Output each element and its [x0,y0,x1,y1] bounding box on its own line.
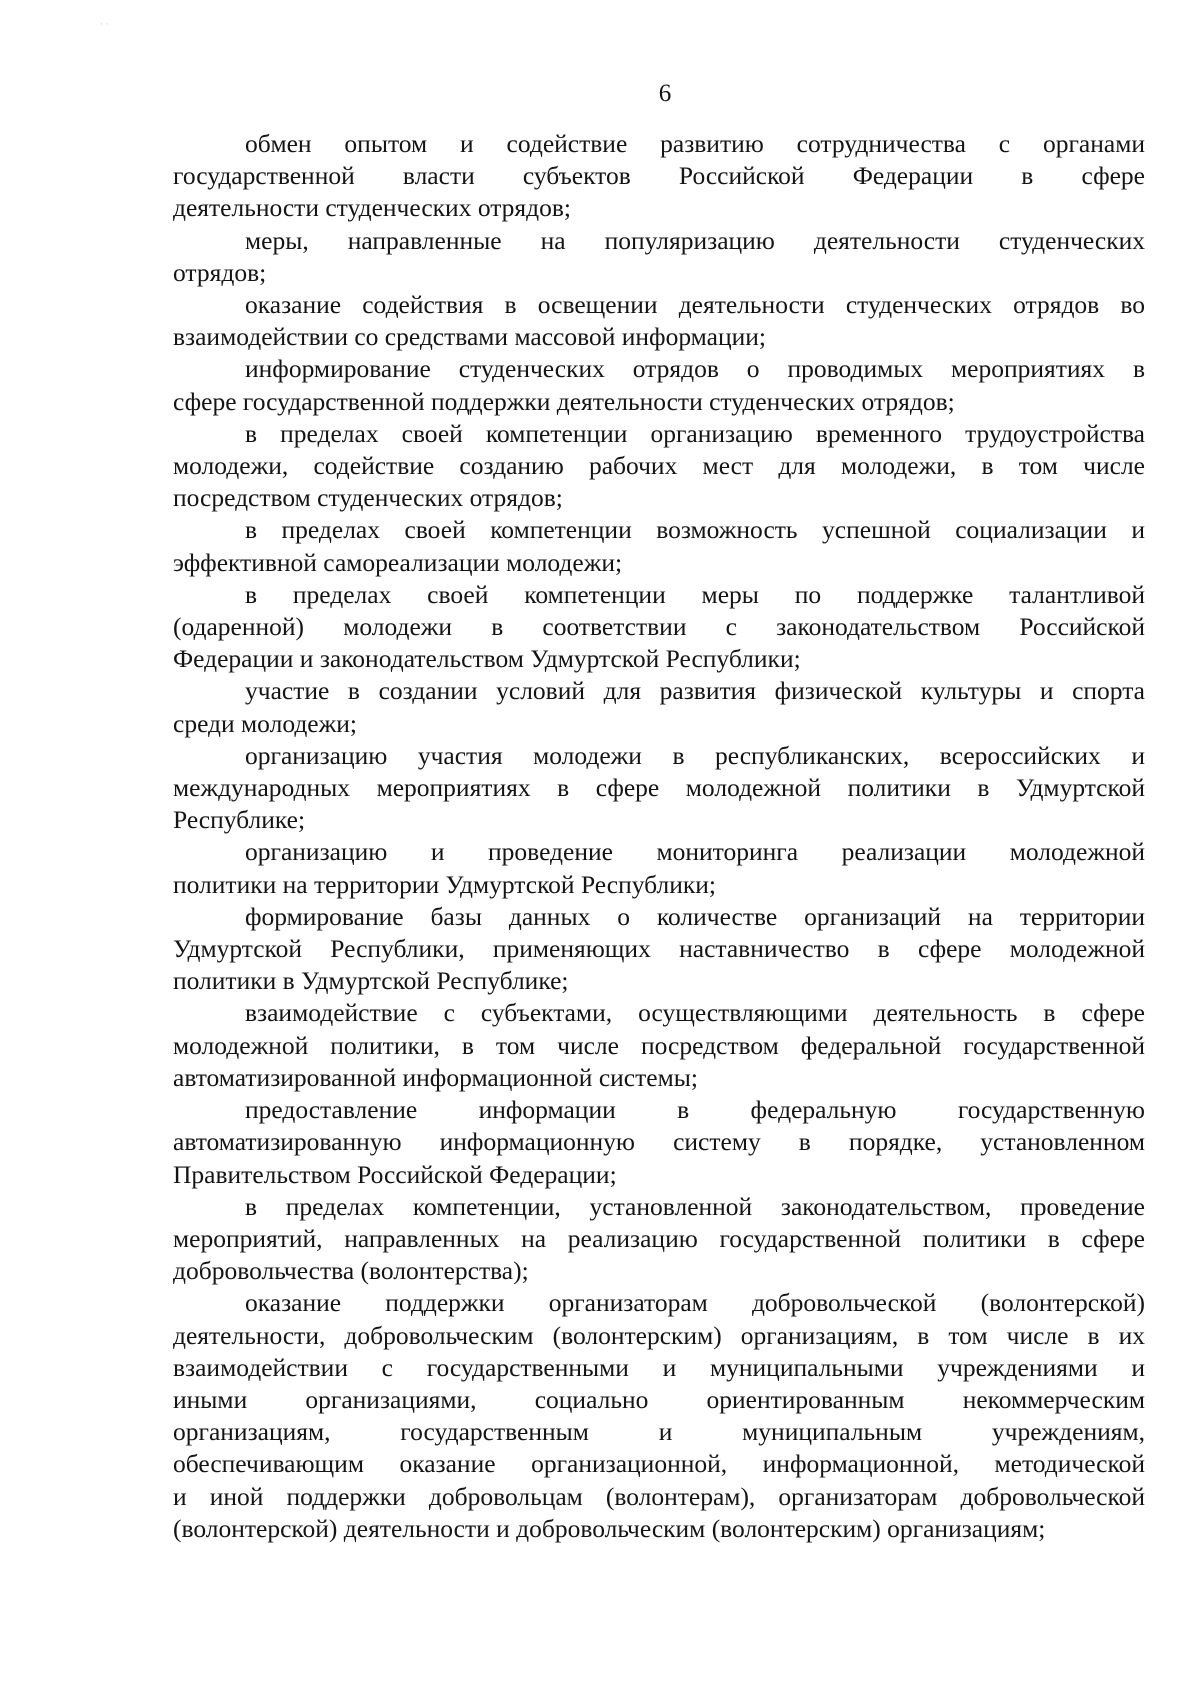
document-body [173,128,1145,1545]
text-line: посредством студенческих отрядов; [173,483,563,513]
paragraph [173,128,1145,225]
text-line: Республике; [173,805,306,835]
paragraph [173,997,1145,1094]
text-line: мероприятий, направленных на реализацию государственной политики в сфере [173,1223,1145,1253]
text-line: молодежи, содействие созданию рабочих мест для молодежи, в том числе [173,451,1145,481]
text-line: в пределах своей компетенции организацию временного трудоустройства [245,418,1145,448]
text-line: Федерации и законодательством Удмуртской Республики; [173,644,801,674]
paragraph [173,740,1145,837]
text-line: в пределах своей компетенции меры по поддержке талантливой [245,579,1145,609]
text-line: иными организациями, социально ориентированным некоммерческим [173,1384,1145,1414]
text-line: взаимодействии со средствами массовой информации; [173,322,766,352]
text-line: взаимодействие с субъектами, осуществляющими деятельность в сфере [245,998,1145,1028]
text-line: и иной поддержки добровольцам (волонтерам), организаторам добровольческой [173,1481,1145,1511]
scan-mark: · · [100,20,109,30]
text-line: предоставление информации в федеральную государственную [245,1095,1145,1125]
text-line: международных мероприятиях в сфере молодежной политики в Удмуртской [173,773,1145,803]
text-line: автоматизированную информационную систему в порядке, установленном [173,1127,1145,1157]
paragraph [173,1287,1145,1545]
text-line: Правительством Российской Федерации; [173,1159,617,1189]
text-line: формирование базы данных о количестве организаций на территории [245,901,1145,931]
text-line: оказание поддержки организаторам добровольческой (волонтерской) [245,1288,1145,1318]
paragraph [173,579,1145,676]
paragraph [173,289,1145,353]
text-line: автоматизированной информационной системы; [173,1062,698,1092]
text-line: политики в Удмуртской Республике; [173,966,569,996]
text-line: участие в создании условий для развития физической культуры и спорта [245,676,1145,706]
text-line: (волонтерской) деятельности и добровольческим (волонтерским) организациям; [173,1513,1046,1543]
text-line: деятельности, добровольческим (волонтерским) организациям, в том числе в их [173,1320,1145,1350]
text-line: информирование студенческих отрядов о проводимых мероприятиях в [245,354,1145,384]
paragraph [173,225,1145,289]
text-line: деятельности студенческих отрядов; [173,193,572,223]
text-line: политики на территории Удмуртской Республики; [173,869,716,899]
paragraph [173,675,1145,739]
paragraph [173,1094,1145,1191]
paragraph [173,353,1145,417]
text-line: молодежной политики, в том числе посредством федеральной государственной [173,1030,1145,1060]
page-number: 6 [658,80,672,107]
text-line: Удмуртской Республики, применяющих наставничество в сфере молодежной [173,934,1145,964]
paragraph [173,1191,1145,1288]
text-line: организацию участия молодежи в республиканских, всероссийских и [245,740,1145,770]
paragraph [173,901,1145,998]
text-line: эффективной самореализации молодежи; [173,547,623,577]
text-line: меры, направленные на популяризацию деятельности студенческих [245,225,1145,255]
text-line: (одаренной) молодежи в соответствии с законодательством Российской [173,612,1145,642]
text-line: организациям, государственным и муниципальным учреждениям, [173,1417,1145,1447]
text-line: организацию и проведение мониторинга реализации молодежной [245,837,1145,867]
text-line: отрядов; [173,257,267,287]
text-line: государственной власти субъектов Российской Федерации в сфере [173,161,1145,191]
text-line: оказание содействия в освещении деятельности студенческих отрядов во [245,290,1145,320]
text-line: в пределах своей компетенции возможность успешной социализации и [245,515,1145,545]
text-line: среди молодежи; [173,708,357,738]
text-line: сфере государственной поддержки деятельности студенческих отрядов; [173,386,955,416]
text-line: добровольчества (волонтерства); [173,1256,529,1286]
text-line: в пределах компетенции, установленной законодательством, проведение [245,1191,1145,1221]
paragraph [173,836,1145,900]
text-line: обмен опытом и содействие развитию сотрудничества с органами [245,129,1145,158]
paragraph [173,418,1145,515]
paragraph [173,514,1145,578]
text-line: обеспечивающим оказание организационной, информационной, методической [173,1449,1145,1479]
text-line: взаимодействии с государственными и муниципальными учреждениями и [173,1352,1145,1382]
